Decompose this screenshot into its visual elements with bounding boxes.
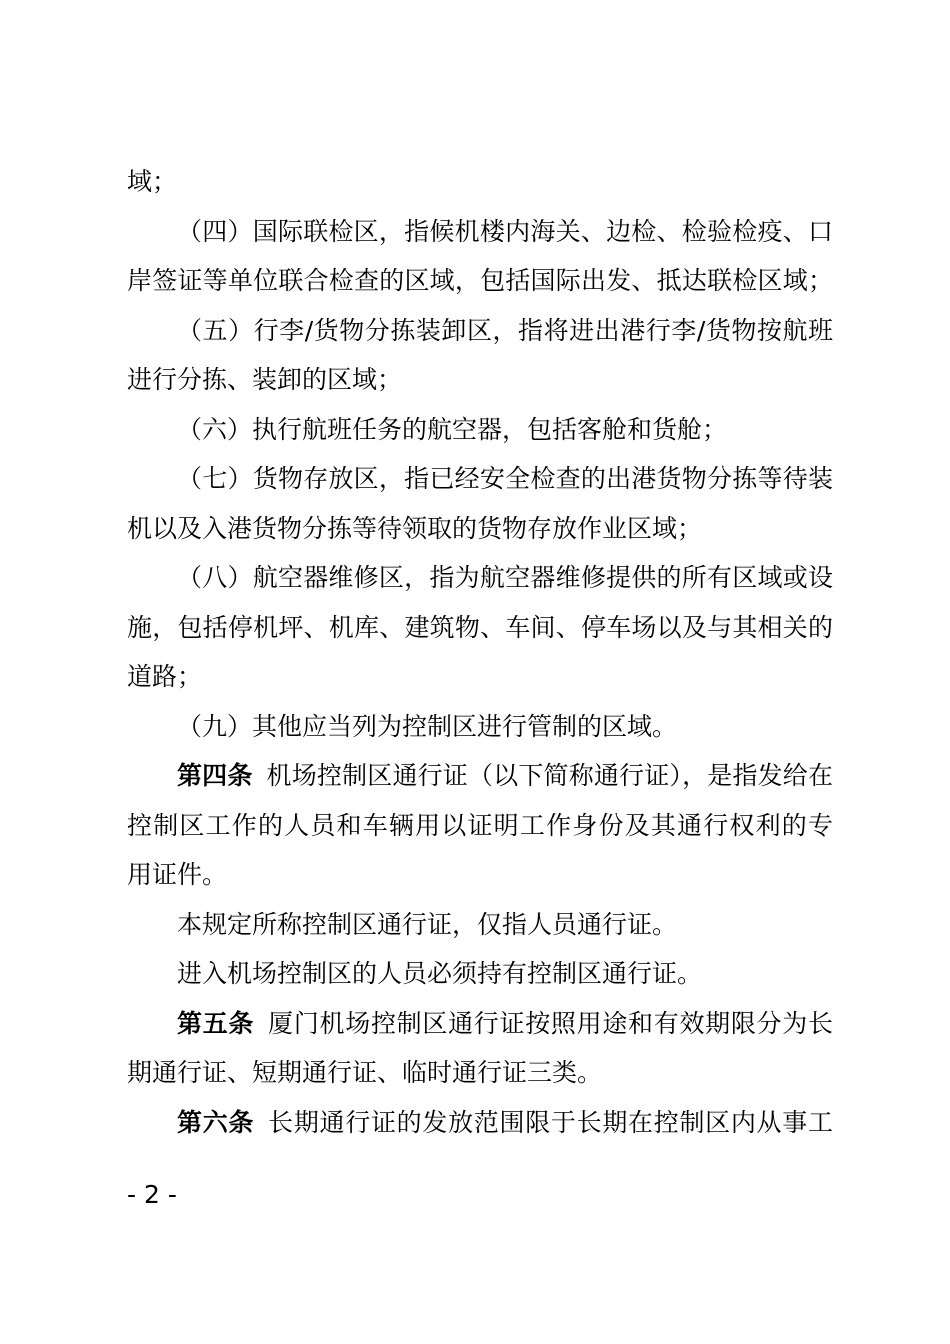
text-line bbox=[127, 855, 833, 895]
line-text: 期通行证、短期通行证、临时通行证三类。 bbox=[127, 1058, 603, 1087]
line-text: 机场控制区通行证（以下简称通行证），是指发给在 bbox=[266, 761, 833, 790]
article-heading: 第五条 bbox=[177, 1009, 255, 1038]
line-text: 控制区工作的人员和车辆用以证明工作身份及其通行权利的专 bbox=[127, 811, 833, 840]
text-line bbox=[127, 360, 833, 400]
text-line bbox=[127, 657, 833, 697]
text-line bbox=[127, 162, 833, 202]
line-text: 道路； bbox=[127, 662, 203, 691]
line-text: （七）货物存放区，指已经安全检查的出港货物分拣等待装 bbox=[177, 464, 833, 493]
text-line bbox=[177, 212, 833, 252]
line-text: 长期通行证的发放范围限于长期在控制区内从事工 bbox=[268, 1108, 833, 1137]
article-line bbox=[177, 1004, 833, 1044]
text-line bbox=[127, 261, 833, 301]
line-text: 施，包括停机坪、机库、建筑物、车间、停车场以及与其相关的 bbox=[127, 613, 833, 642]
line-text: （六）执行航班任务的航空器，包括客舱和货舱； bbox=[177, 415, 728, 444]
text-line bbox=[127, 509, 833, 549]
line-text: （八）航空器维修区，指为航空器维修提供的所有区域或设 bbox=[177, 563, 833, 592]
article-line bbox=[177, 756, 833, 796]
page-number: - 2 - bbox=[127, 1180, 177, 1209]
text-line bbox=[177, 311, 833, 351]
text-line bbox=[177, 905, 833, 945]
text-line bbox=[177, 459, 833, 499]
line-text: 用证件。 bbox=[127, 860, 228, 889]
line-text: 本规定所称控制区通行证，仅指人员通行证。 bbox=[177, 910, 678, 939]
text-line bbox=[127, 806, 833, 846]
line-text: （四）国际联检区，指候机楼内海关、边检、检验检疫、口 bbox=[177, 217, 833, 246]
text-line bbox=[177, 558, 833, 598]
text-line bbox=[177, 410, 833, 450]
text-line bbox=[177, 707, 833, 747]
text-line bbox=[177, 954, 833, 994]
line-text: 岸签证等单位联合检查的区域，包括国际出发、抵达联检区域； bbox=[127, 266, 833, 295]
article-heading: 第四条 bbox=[177, 761, 253, 790]
line-text: 机以及入港货物分拣等待领取的货物存放作业区域； bbox=[127, 514, 703, 543]
line-text: 进行分拣、装卸的区域； bbox=[127, 365, 403, 394]
line-text: 厦门机场控制区通行证按照用途和有效期限分为长 bbox=[268, 1009, 833, 1038]
line-text: 域； bbox=[127, 167, 178, 196]
article-heading: 第六条 bbox=[177, 1108, 255, 1137]
article-line bbox=[177, 1103, 833, 1143]
line-text: （五）行李/货物分拣装卸区，指将进出港行李/货物按航班 bbox=[177, 316, 833, 345]
text-line bbox=[127, 608, 833, 648]
line-text: （九）其他应当列为控制区进行管制的区域。 bbox=[177, 712, 678, 741]
text-line bbox=[127, 1053, 833, 1093]
line-text: 进入机场控制区的人员必须持有控制区通行证。 bbox=[177, 959, 703, 988]
